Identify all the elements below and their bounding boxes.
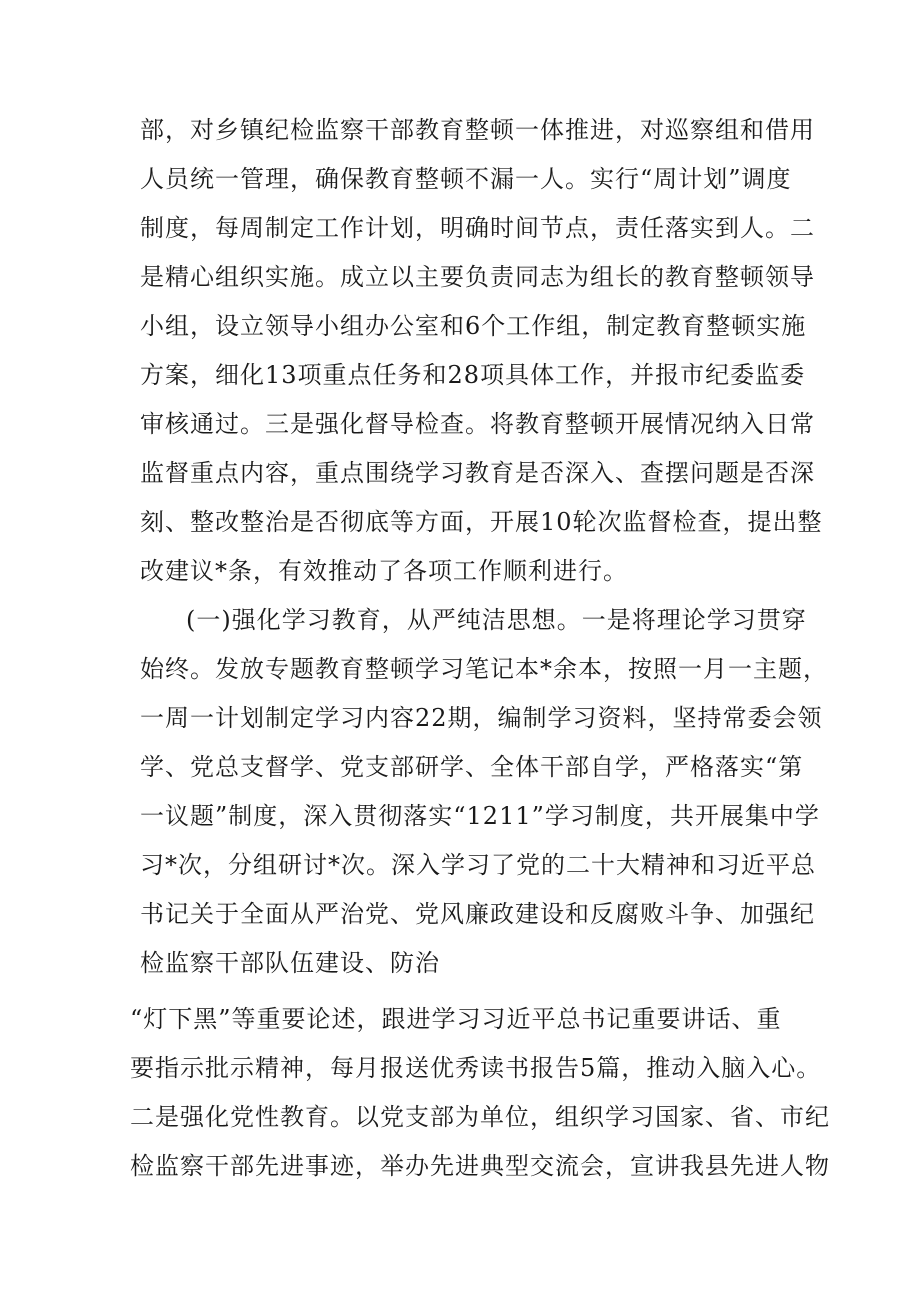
text-line: 改建议*条，有效推动了各项工作顺利进行。 bbox=[140, 557, 628, 585]
text-line: 监督重点内容，重点围绕学习教育是否深入、查摆问题是否深 bbox=[140, 459, 815, 487]
text-line: 刻、整改整治是否彻底等方面，开展10轮次监督检查，提出整 bbox=[140, 508, 823, 536]
text-line: 学、党总支督学、党支部研学、全体干部自学，严格落实“第 bbox=[140, 753, 804, 781]
text-line: 要指示批示精神，每月报送优秀读书报告5篇，推动入脑入心。 bbox=[130, 1054, 822, 1082]
text-line: 习*次，分组研讨*次。深入学习了党的二十大精神和习近平总 bbox=[140, 851, 816, 879]
text-line: 小组，设立领导小组办公室和6个工作组，制定教育整顿实施 bbox=[140, 312, 807, 340]
text-line: 二是强化党性教育。以党支部为单位，组织学习国家、省、市纪 bbox=[130, 1103, 830, 1131]
text-line: “灯下黑”等重要论述，跟进学习习近平总书记重要讲话、重 bbox=[130, 1005, 782, 1033]
text-line: 制度，每周制定工作计划，明确时间节点，责任落实到人。二 bbox=[140, 214, 815, 242]
text-line: 书记关于全面从严治党、党风廉政建设和反腐败斗争、加强纪 bbox=[140, 900, 815, 928]
section-heading-line: (一)强化学习教育，从严纯洁思想。一是将理论学习贯穿 bbox=[186, 606, 807, 634]
text-line: 一议题”制度，深入贯彻落实“1211”学习制度，共开展集中学 bbox=[140, 802, 820, 830]
text-line: 始终。发放专题教育整顿学习笔记本*余本，按照一月一主题， bbox=[140, 655, 828, 683]
text-line: 检监察干部队伍建设、防治 bbox=[140, 949, 440, 977]
text-line: 是精心组织实施。成立以主要负责同志为组长的教育整顿领导 bbox=[140, 263, 815, 291]
text-line: 人员统一管理，确保教育整顿不漏一人。实行“周计划”调度 bbox=[140, 165, 792, 193]
text-line: 方案，细化13项重点任务和28项具体工作，并报市纪委监委 bbox=[140, 361, 806, 389]
text-line: 审核通过。三是强化督导检查。将教育整顿开展情况纳入日常 bbox=[140, 410, 815, 438]
text-line: 部，对乡镇纪检监察干部教育整顿一体推进，对巡察组和借用 bbox=[140, 116, 815, 144]
text-line: 检监察干部先进事迹，举办先进典型交流会，宣讲我县先进人物 bbox=[130, 1152, 830, 1180]
text-line: 一周一计划制定学习内容22期，编制学习资料，坚持常委会领 bbox=[140, 704, 823, 732]
